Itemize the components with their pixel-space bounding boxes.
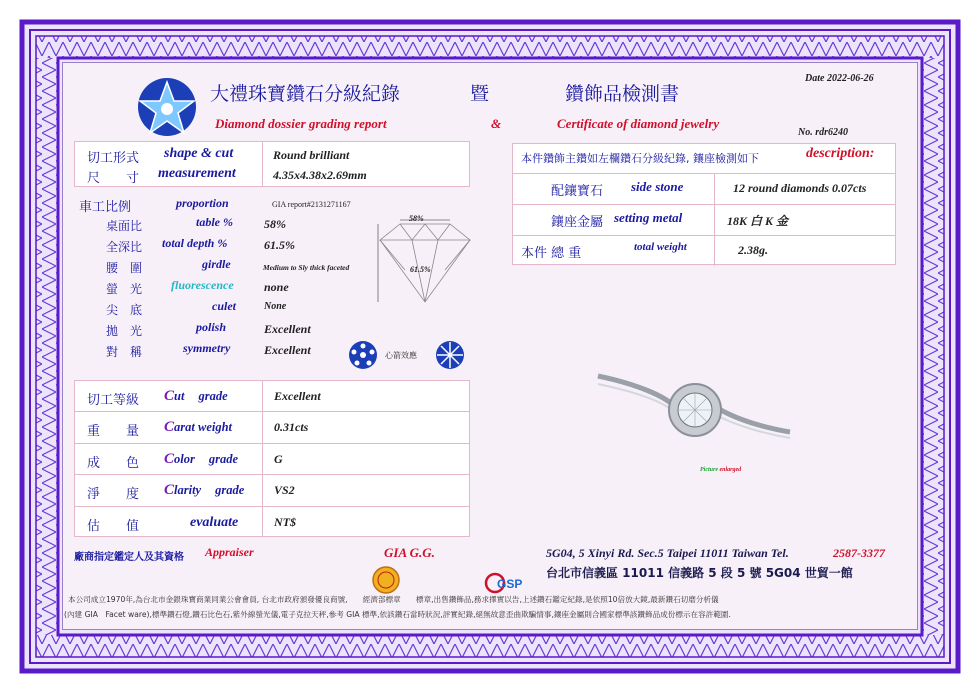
grade-label-zh: 重 量 xyxy=(87,424,140,440)
appraiser-qualification: GIA G.G. xyxy=(384,545,435,560)
grade-label-text: evaluate xyxy=(190,514,239,530)
grade-label-en xyxy=(164,388,228,405)
shape-label-zh: 切工形式 xyxy=(87,151,140,166)
setting-label-en: side stone xyxy=(631,179,684,194)
subtitle-amp: & xyxy=(491,116,502,131)
setting-row-divider xyxy=(512,173,896,174)
proportion-row-label-zh: 螢 光 xyxy=(106,282,143,296)
proportion-row-value: 58% xyxy=(264,217,286,231)
grade-label-en xyxy=(164,451,238,468)
footer-note-line1: 本公司成立1970年,為台北市金銀珠寶商業同業公會會員, 台北市政府頒發優良商號, 經濟部標章 標章,出售鑽飾品,務求擇實以告,上述鑽石鑑定紀錄,是依照10倍放大鏡,最新鑽石切磨分析儀 xyxy=(68,595,719,604)
proportion-row-value: none xyxy=(264,280,289,294)
grade-row-divider xyxy=(74,411,470,412)
arrows-pattern-icon xyxy=(435,340,465,370)
diamond-profile-diagram xyxy=(360,210,480,310)
proportion-row-label-en: fluorescence xyxy=(171,278,234,292)
grade-row-divider xyxy=(74,443,470,444)
grade-label-initial: C xyxy=(164,388,175,404)
setting-column-divider xyxy=(714,204,715,235)
grade-label-zh: 切工等級 xyxy=(87,393,140,408)
proportion-row-value: Excellent xyxy=(264,322,311,336)
setting-label-zh: 配鑲寶石 xyxy=(551,184,604,199)
grade-label-suffix: grade xyxy=(215,483,245,498)
title2-zh: 鑽飾品檢測書 xyxy=(565,83,680,105)
grade-label-text: larity xyxy=(174,483,202,498)
grade-label-initial: C xyxy=(164,482,175,499)
measurement-label-zh: 尺 寸 xyxy=(87,171,140,186)
ring-photo xyxy=(596,362,792,452)
grade-label-initial: C xyxy=(164,450,175,467)
hearts-pattern-icon xyxy=(348,340,378,370)
grade-label-en xyxy=(164,482,244,499)
quality-seal-icon xyxy=(372,565,400,595)
setting-column-divider xyxy=(714,235,715,266)
grade-value: 0.31cts xyxy=(274,420,309,435)
proportion-row-label-en: girdle xyxy=(202,257,231,271)
shape-label-en: shape & cut xyxy=(164,146,234,161)
picture-label-word1: Picture xyxy=(700,467,718,473)
grade-label-en xyxy=(190,514,238,531)
proportion-row-value: Excellent xyxy=(264,343,311,357)
grade-label-zh: 成 色 xyxy=(87,455,140,471)
telephone: 2587-3377 xyxy=(833,546,885,560)
setting-row-divider xyxy=(512,235,896,236)
appraiser-label-zh: 廠商指定鑑定人及其資格 xyxy=(74,552,184,563)
proportion-row-value: Medium to Sly thick faceted xyxy=(263,263,350,272)
proportion-row-label-zh: 桌面比 xyxy=(106,219,143,233)
grade-label-zh: 淨 度 xyxy=(87,487,140,503)
title-joint-zh: 暨 xyxy=(470,83,490,105)
proportion-row-label-en: table % xyxy=(196,215,233,229)
grade-value: Excellent xyxy=(274,389,321,403)
footer-note-line2: (內建 GIA Facet ware),標準鑽石燈,鑽石比色石,紫外線螢光儀,電子克拉天秤,參考 GIA 標準,依該鑽石當時狀況,評實紀錄,絕無故意歪曲欺騙情事,鑲座金屬則合國家標準該鑽飾品成份標示在容許範圍. xyxy=(64,610,731,619)
grade-label-text: arat weight xyxy=(174,420,233,435)
subtitle2-en: Certificate of diamond jewelry xyxy=(557,116,720,131)
hearts-arrows-label: 心箭效應 xyxy=(385,351,417,360)
diagram-depth-label: 61.5% xyxy=(410,265,431,274)
proportion-row-label-zh: 拋 光 xyxy=(106,324,143,338)
setting-label-zh: 本件 總 重 xyxy=(521,246,582,261)
setting-label-zh: 鑲座金屬 xyxy=(551,215,604,230)
proportion-row-value: None xyxy=(264,301,287,312)
shape-value: Round brilliant xyxy=(273,148,350,162)
setting-value: 18K 白 K 金 xyxy=(727,214,789,228)
grade-label-text: olor xyxy=(174,451,195,466)
proportion-row-label-zh: 全深比 xyxy=(106,240,143,254)
proportion-row-label-zh: 尖 底 xyxy=(106,303,143,317)
grade-label-initial: C xyxy=(164,419,175,436)
proportion-label-zh: 車工比例 xyxy=(79,200,132,215)
measurement-value: 4.35x4.38x2.69mm xyxy=(273,168,367,182)
grade-label-en xyxy=(164,419,232,436)
grade-label-text: ut xyxy=(174,389,185,403)
gia-report-number: GIA report#2131271167 xyxy=(272,200,351,209)
proportion-row-label-en: polish xyxy=(196,320,227,334)
grade-label-suffix: grade xyxy=(208,451,239,466)
setting-label-en: total weight xyxy=(634,241,687,253)
gsp-logo-icon xyxy=(484,572,524,594)
gsp-logo-text: GSP xyxy=(497,577,523,591)
address-zh: 台北市信義區 11011 信義路 5 段 5 號 5G04 世貿一館 xyxy=(546,566,853,580)
proportion-row-value: 61.5% xyxy=(264,238,295,252)
diagram-table-label: 58% xyxy=(409,214,424,223)
setting-column-divider xyxy=(714,173,715,204)
report-date: Date 2022-06-26 xyxy=(805,73,874,84)
grade-value: G xyxy=(274,451,283,466)
subtitle-en: Diamond dossier grading report xyxy=(215,116,387,131)
picture-label-word2: enlarged xyxy=(719,467,742,473)
grade-row-divider xyxy=(74,474,470,475)
grade-label-zh: 估 值 xyxy=(87,518,140,534)
grade-row-divider xyxy=(74,506,470,507)
setting-value: 2.38g. xyxy=(738,243,768,257)
description-intro-zh: 本件鑽飾主鑽如左欄鑽石分級紀錄, 鑲座檢測如下 xyxy=(521,152,759,165)
grade-value: NT$ xyxy=(274,514,296,529)
measurement-label-en: measurement xyxy=(158,166,236,181)
proportion-row-label-zh: 對 稱 xyxy=(106,345,143,359)
picture-label xyxy=(700,467,741,473)
title-zh: 大禮珠寶鑽石分級紀錄 xyxy=(210,83,401,105)
proportion-label-en: proportion xyxy=(176,196,229,210)
setting-value: 12 round diamonds 0.07cts xyxy=(733,181,867,195)
proportion-row-label-zh: 腰 圍 xyxy=(106,261,143,275)
report-number: No. rdr6240 xyxy=(798,127,849,138)
proportion-row-label-en: total depth % xyxy=(162,236,228,250)
setting-label-en: setting metal xyxy=(614,210,683,225)
appraiser-label-en: Appraiser xyxy=(205,545,254,559)
address-en: 5G04, 5 Xinyi Rd. Sec.5 Taipei 11011 Taiwan Tel. xyxy=(546,546,789,560)
grade-label-suffix: grade xyxy=(198,389,228,403)
proportion-row-label-en: culet xyxy=(212,299,236,313)
star-logo-icon xyxy=(134,76,200,138)
proportion-row-label-en: symmetry xyxy=(183,341,231,355)
grade-value: VS2 xyxy=(274,483,295,498)
description-intro-en: description: xyxy=(806,146,875,161)
setting-row-divider xyxy=(512,204,896,205)
